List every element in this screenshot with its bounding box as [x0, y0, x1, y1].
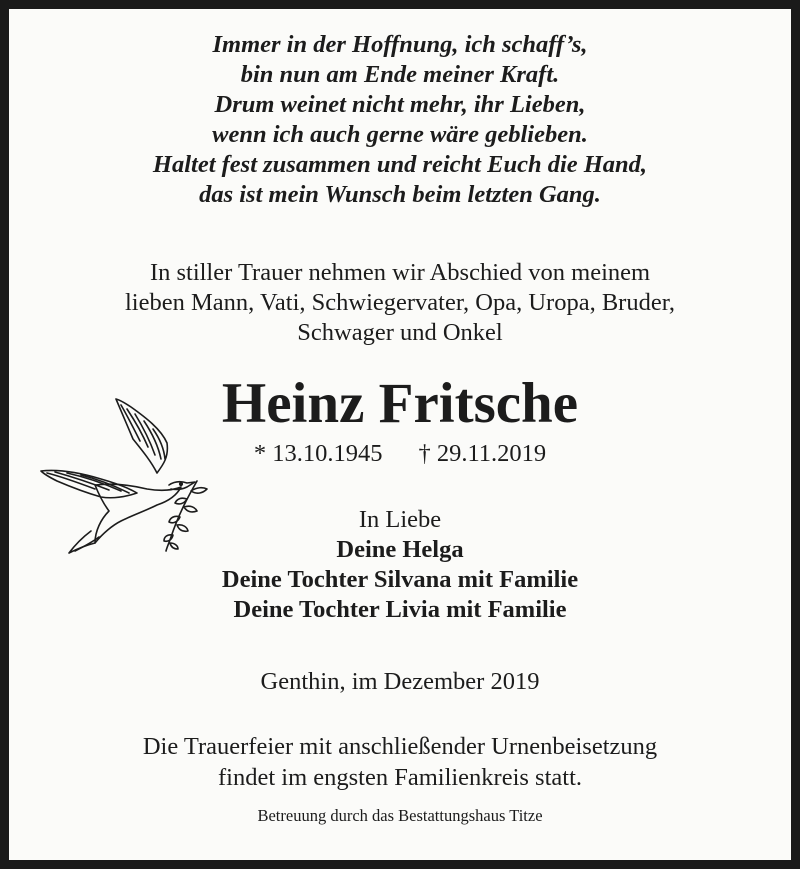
deceased-name: Heinz Fritsche: [221, 372, 579, 435]
in-love-label: In Liebe: [358, 506, 442, 533]
farewell-intro: [9, 258, 791, 348]
intro-line: Schwager und Onkel: [297, 319, 503, 346]
obituary-notice: [9, 9, 791, 860]
signatory: Deine Tochter Livia mit Familie: [233, 596, 567, 623]
funeral-home-credit: Betreuung durch das Bestattungshaus Titze: [257, 806, 543, 825]
intro-line: In stiller Trauer nehmen wir Abschied von meinem: [149, 259, 651, 286]
poem-line: bin nun am Ende meiner Kraft.: [240, 61, 560, 88]
memorial-poem: [9, 30, 791, 210]
signoff: [9, 505, 791, 625]
poem-line: wenn ich auch gerne wäre geblieben.: [212, 121, 588, 148]
place-and-date: Genthin, im Dezember 2019: [260, 668, 540, 695]
life-dates: [179, 439, 621, 469]
poem-line: Haltet fest zusammen und reicht Euch die Hand,: [152, 151, 648, 178]
poem-line: Drum weinet nicht mehr, ihr Lieben,: [214, 91, 586, 118]
birth-date: * 13.10.1945: [253, 440, 383, 467]
service-line: findet im engsten Familienkreis statt.: [217, 764, 583, 791]
service-line: Die Trauerfeier mit anschließender Urnenbeisetzung: [142, 733, 658, 760]
intro-line: lieben Mann, Vati, Schwiegervater, Opa, Uropa, Bruder,: [124, 289, 676, 316]
poem-line: Immer in der Hoffnung, ich schaff’s,: [212, 31, 588, 58]
death-date: † 29.11.2019: [418, 440, 547, 467]
signatory: Deine Tochter Silvana mit Familie: [221, 566, 579, 593]
poem-line: das ist mein Wunsch beim letzten Gang.: [199, 181, 601, 208]
signatory: Deine Helga: [336, 536, 464, 563]
funeral-service-info: [9, 731, 791, 793]
